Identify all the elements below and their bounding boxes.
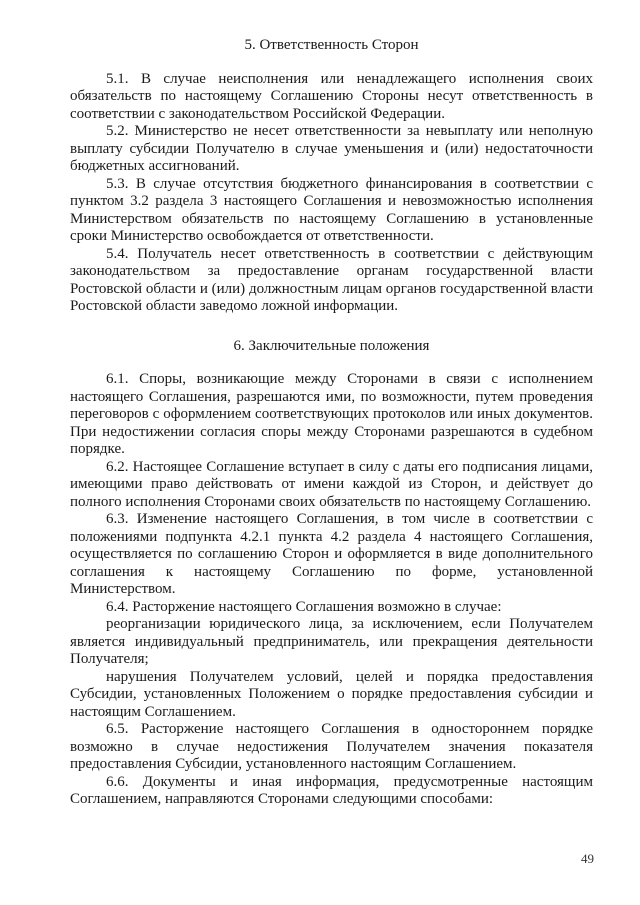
section-heading: 6. Заключительные положения bbox=[233, 337, 430, 354]
paragraph-6-3: 6.3. Изменение настоящего Соглашения, в том числе в соответствии с положениями подпункта 4.2.1 пункта 4.2 раздела 4 настоящего Соглашения, осуществляется по соглашению Сторон и оформляется в виде дополнительного соглашения к настоящему Соглашению по форме, установленной Министерством. bbox=[70, 511, 593, 597]
paragraph-6-6: 6.6. Документы и иная информация, предусмотренные настоящим Соглашением, направляются Сторонами следующими способами: bbox=[70, 773, 593, 807]
page-number: 49 bbox=[581, 851, 594, 866]
section-responsibility bbox=[70, 37, 593, 316]
paragraph-6-2: 6.2. Настоящее Соглашение вступает в силу с даты его подписания лицами, имеющими право действовать от имени каждой из Сторон, и действует до полного исполнения Сторонами своих обязательств по настоящему Соглашению. bbox=[70, 458, 593, 510]
page-content bbox=[70, 37, 593, 809]
paragraph-5-4: 5.4. Получатель несет ответственность в соответствии с действующим законодательством за предоставление органам государственной власти Ростовской области и (или) должностным лицам органов государственной власти Ростовской области заведомо ложной информации. bbox=[70, 245, 593, 314]
paragraph-6-1: 6.1. Споры, возникающие между Сторонами в связи с исполнением настоящего Соглашения, разрешаются ими, по возможности, путем проведения переговоров с оформлением соответствующих протоколов или иных документов. При недостижении согласия споры между Сторонами разрешаются в судебном порядке. bbox=[70, 371, 593, 457]
paragraph-5-3: 5.3. В случае отсутствия бюджетного финансирования в соответствии с пунктом 3.2 раздела 3 настоящего Соглашения и невозможностью исполнения Министерством обязательств по настоящему Соглашению в установленные сроки Министерство освобождается от ответственности. bbox=[70, 175, 593, 244]
spacer bbox=[70, 355, 593, 371]
section-heading: 5. Ответственность Сторон bbox=[244, 37, 419, 53]
paragraph-5-2: 5.2. Министерство не несет ответственности за невыплату или неполную выплату субсидии Получателю в случае уменьшения и (или) недостаточности бюджетных ассигнований. bbox=[70, 123, 593, 174]
paragraph-6-5: 6.5. Расторжение настоящего Соглашения в одностороннем порядке возможно в случае недостижения Получателем значения показателя предоставления Субсидии, установленного настоящим Соглашением. bbox=[70, 721, 593, 772]
paragraph-6-4: 6.4. Расторжение настоящего Соглашения возможно в случае: bbox=[106, 598, 502, 615]
paragraph-6-4-item-reorganization: реорганизации юридического лица, за исключением, если Получателем является индивидуальный предприниматель, или прекращения деятельности Получателя; bbox=[70, 616, 593, 667]
paragraph-6-4-item-violation: нарушения Получателем условий, целей и порядка предоставления Субсидии, установленных Положением о порядке предоставления субсидии и настоящим Соглашением. bbox=[70, 668, 593, 720]
spacer bbox=[70, 316, 593, 338]
section-final-provisions bbox=[70, 338, 593, 809]
paragraph-5-1: 5.1. В случае неисполнения или ненадлежащего исполнения своих обязательств по настоящему Соглашению Стороны несут ответственность в соответствии с законодательством Российской Федерации. bbox=[70, 70, 593, 122]
spacer bbox=[70, 55, 593, 71]
